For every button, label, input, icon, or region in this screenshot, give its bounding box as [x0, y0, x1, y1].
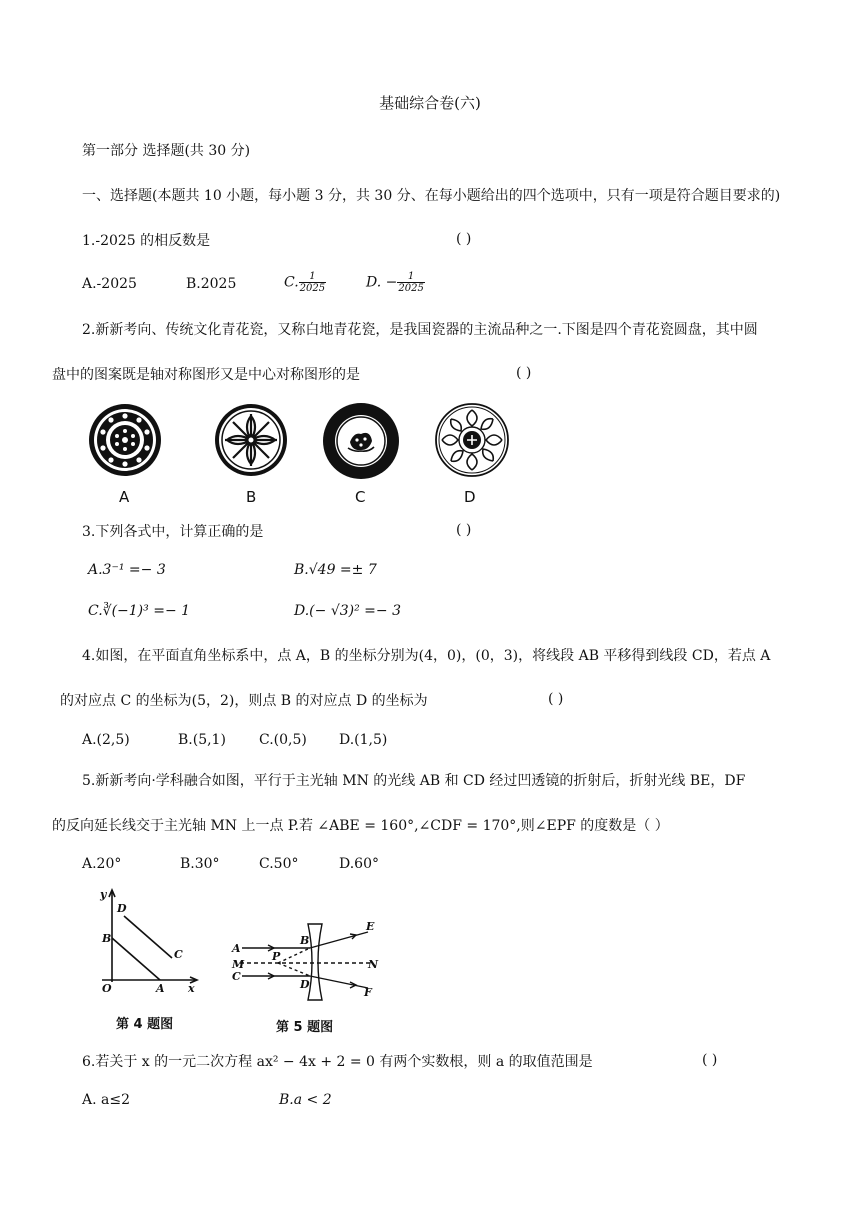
plate-c-image: [322, 402, 400, 480]
plate-c-label: C: [355, 488, 366, 506]
plate-b-image: [213, 402, 289, 478]
q5-option-c: C.50°: [259, 856, 299, 872]
plate-d-label: D: [464, 488, 476, 506]
q4-option-a: A.(2,5): [82, 732, 130, 748]
q1-stem: 1.-2025 的相反数是: [82, 233, 211, 249]
fig5-d-label: D: [300, 978, 310, 991]
fraction-numerator: 1: [397, 271, 424, 283]
fig5-n-label: N: [368, 958, 379, 971]
fig4-b-label: B: [102, 932, 112, 945]
q1-option-d-fraction: [397, 271, 424, 294]
fraction-numerator: 1: [299, 271, 326, 283]
q5-line-1: 5.新新考向·学科融合如图，平行于主光轴 MN 的光线 AB 和 CD 经过凹透镜的折射后，折射光线 BE，DF: [82, 773, 746, 789]
q1-option-a: A.-2025: [82, 276, 137, 292]
q3-option-b: B.√49 =± 7: [294, 562, 377, 578]
q5-option-a: A.20°: [82, 856, 122, 872]
figure-5-caption: 第 5 题图: [276, 1020, 334, 1035]
fig4-a-label: A: [156, 982, 165, 994]
q5-option-d: D.60°: [339, 856, 379, 872]
q4-line-2: 的对应点 C 的坐标为(5，2)，则点 B 的对应点 D 的坐标为: [60, 693, 428, 709]
q6-answer-blank: ( ): [702, 1052, 718, 1068]
fig4-c-label: C: [174, 948, 183, 961]
q3-option-c: C.∛(−1)³ =− 1: [88, 603, 191, 619]
fig5-a-label: A: [232, 942, 241, 955]
q4-option-c: C.(0,5): [259, 732, 307, 748]
q3-option-d: D.(− √3)² =− 3: [294, 603, 401, 619]
fraction-denominator: 2025: [299, 283, 326, 294]
plate-b-label: B: [246, 488, 257, 506]
q2-line-2: 盘中的图案既是轴对称图形又是中心对称图形的是: [52, 367, 360, 383]
plate-d-image: [434, 402, 510, 478]
fig4-o-label: O: [102, 982, 112, 994]
q6-option-b: B.a < 2: [279, 1092, 332, 1108]
page-title: 基础综合卷(六): [379, 94, 481, 112]
plate-a-label: A: [119, 488, 130, 506]
q4-answer-blank: ( ): [548, 691, 564, 707]
q1-option-c: [284, 271, 326, 294]
fig5-p-label: P: [272, 950, 281, 963]
fig5-m-label: M: [232, 958, 245, 971]
fig5-c-label: C: [232, 970, 241, 983]
figure-5-diagram: [228, 918, 388, 1010]
q2-answer-blank: ( ): [516, 365, 532, 381]
q3-stem: 3.下列各式中，计算正确的是: [82, 524, 264, 540]
fraction-denominator: 2025: [398, 283, 424, 294]
q1-option-d: [366, 271, 425, 294]
q1-option-b: B.2025: [186, 276, 237, 292]
figure-4-diagram: [92, 884, 204, 994]
q3-answer-blank: ( ): [456, 522, 472, 538]
q1-option-d-prefix: D. −: [366, 274, 398, 291]
fig5-e-label: E: [366, 920, 375, 933]
part-heading: 第一部分 选择题(共 30 分): [82, 143, 251, 159]
plate-a-image: [87, 402, 163, 478]
fig4-d-label: D: [117, 902, 127, 915]
q6-stem: 6.若关于 x 的一元二次方程 ax² − 4x + 2 = 0 有两个实数根，则 a 的取值范围是: [82, 1054, 593, 1070]
q5-option-b: B.30°: [180, 856, 220, 872]
q1-option-c-prefix: C.: [284, 274, 299, 291]
section-heading: 一、选择题(本题共 10 小题，每小题 3 分，共 30 分、在每小题给出的四个选项中，只有一项是符合题目要求的): [82, 188, 781, 204]
q6-option-a: A. a≤2: [82, 1092, 130, 1108]
q5-line-2: 的反向延长线交于主光轴 MN 上一点 P.若 ∠ABE = 160°,∠CDF = 170°,则∠EPF 的度数是（ ）: [52, 818, 669, 834]
fig4-x-label: x: [188, 982, 195, 994]
q3-option-a: A.3⁻¹ =− 3: [88, 562, 166, 578]
fig4-y-label: y: [100, 888, 107, 901]
q1-answer-blank: ( ): [456, 231, 472, 247]
fig5-f-label: F: [364, 986, 372, 999]
q4-option-d: D.(1,5): [339, 732, 388, 748]
q4-option-b: B.(5,1): [178, 732, 226, 748]
figure-4-caption: 第 4 题图: [116, 1017, 174, 1032]
q2-line-1: 2.新新考向、传统文化青花瓷，又称白地青花瓷，是我国瓷器的主流品种之一.下图是四个青花瓷圆盘，其中圆: [82, 322, 758, 338]
q1-option-c-fraction: [299, 271, 326, 294]
fig5-b-label: B: [300, 934, 310, 947]
q4-line-1: 4.如图，在平面直角坐标系中，点 A，B 的坐标分别为(4，0)，(0，3)，将线段 AB 平移得到线段 CD，若点 A: [82, 648, 771, 664]
